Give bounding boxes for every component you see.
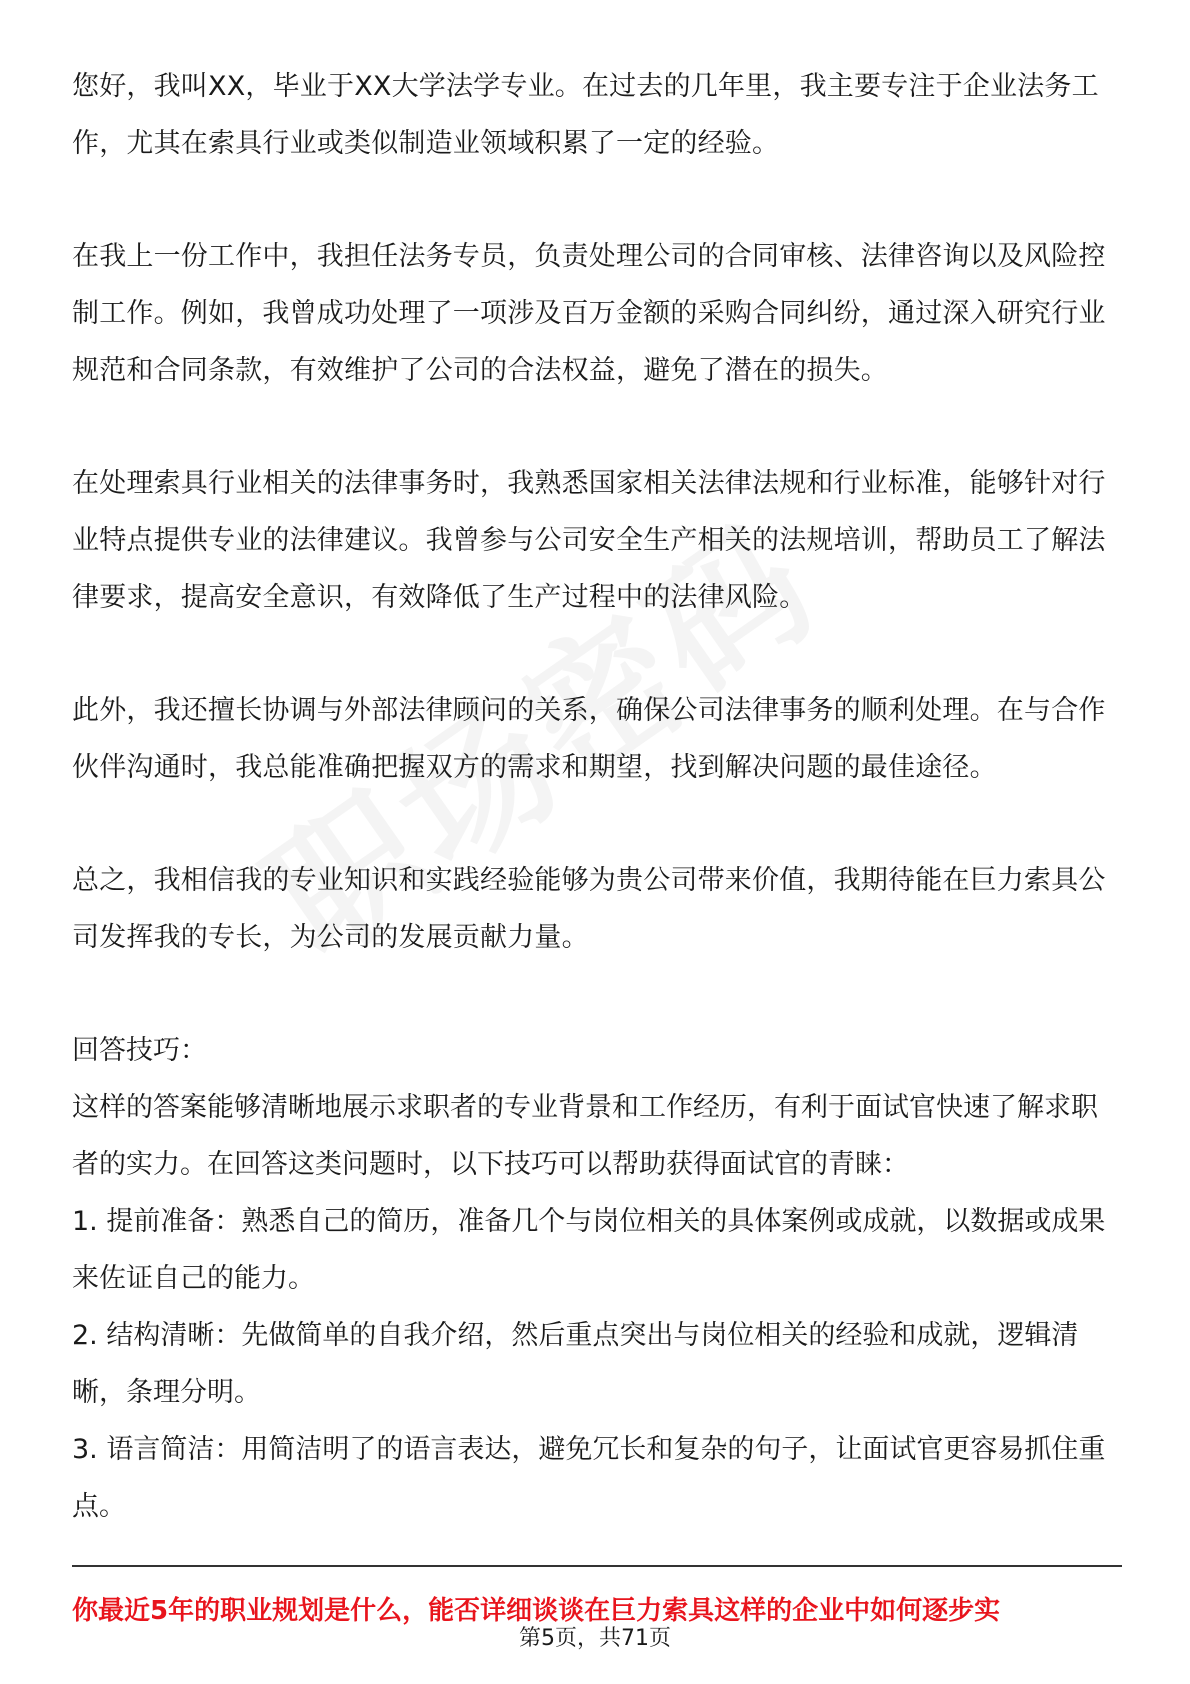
answer-paragraph-3: 在处理索具行业相关的法律事务时，我熟悉国家相关法律法规和行业标准，能够针对行业特点提供专业的法律建议。我曾参与公司安全生产相关的法规培训，帮助员工了解法律要求，提高安全意识，有效降低了生产过程中的法律风险。 xyxy=(72,468,1106,613)
section-divider xyxy=(72,1565,1122,1567)
answer-paragraph-2: 在我上一份工作中，我担任法务专员，负责处理公司的合同审核、法律咨询以及风险控制工作。例如，我曾成功处理了一项涉及百万金额的采购合同纠纷，通过深入研究行业规范和合同条款，有效维护了公司的合法权益，避免了潜在的损失。 xyxy=(72,241,1106,386)
answer-content xyxy=(72,58,1122,1535)
answer-paragraph-1: 您好，我叫XX，毕业于XX大学法学专业。在过去的几年里，我主要专注于企业法务工作，尤其在索具行业或类似制造业领域积累了一定的经验。 xyxy=(72,71,1099,159)
tips-intro: 这样的答案能够清晰地展示求职者的专业背景和工作经历，有利于面试官快速了解求职者的实力。在回答这类问题时，以下技巧可以帮助获得面试官的青睐： xyxy=(72,1092,1098,1180)
answer-paragraph-4: 此外，我还擅长协调与外部法律顾问的关系，确保公司法律事务的顺利处理。在与合作伙伴沟通时，我总能准确把握双方的需求和期望，找到解决问题的最佳途径。 xyxy=(72,695,1106,783)
tip-item-1: 1. 提前准备：熟悉自己的简历，准备几个与岗位相关的具体案例或成就，以数据或成果来佐证自己的能力。 xyxy=(72,1206,1106,1294)
page-footer: 第5页，共71页 xyxy=(519,1626,671,1651)
tip-item-3: 3. 语言简洁：用简洁明了的语言表达，避免冗长和复杂的句子，让面试官更容易抓住重点。 xyxy=(72,1434,1106,1522)
tips-title: 回答技巧： xyxy=(72,1035,207,1066)
next-question-heading: 你最近5年的职业规划是什么，能否详细谈谈在巨力索具这样的企业中如何逐步实 xyxy=(72,1596,1001,1626)
tips-section xyxy=(72,1022,1122,1535)
answer-paragraph-5: 总之，我相信我的专业知识和实践经验能够为贵公司带来价值，我期待能在巨力索具公司发挥我的专长，为公司的发展贡献力量。 xyxy=(72,865,1106,953)
tip-item-2: 2. 结构清晰：先做简单的自我介绍，然后重点突出与岗位相关的经验和成就，逻辑清晰，条理分明。 xyxy=(72,1320,1079,1408)
